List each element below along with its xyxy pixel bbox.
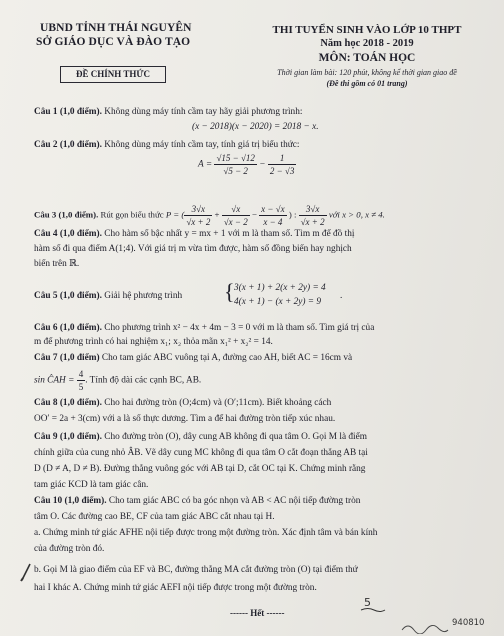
q7-line-2-rest: . Tính độ dài các cạnh BC, AB.: [85, 375, 202, 386]
q1-label: Câu 1 (1,0 điểm).: [34, 107, 102, 117]
q10-line-2: tâm O. Các đường cao BE, CF của tam giác ABC cắt nhau tại H.: [34, 512, 275, 522]
question-5: [34, 290, 182, 302]
q9-line-2: chính giữa của cung nhỏ ÂB. Vẽ dây cung MC không đi qua tâm O cắt đoạn thẳng AB tại: [34, 448, 368, 458]
q3-frac-c: [259, 203, 287, 228]
q5-equation-1: 3(x + 1) + 2(x + 2y) = 4: [234, 283, 326, 293]
q5-equation-2: 4(x + 1) − (x + 2y) = 9: [234, 297, 322, 307]
province-name: UBND TỈNH THÁI NGUYÊN: [40, 22, 192, 34]
q9-line-1: Cho đường tròn (O), dây cung AB không đi qua tâm O. Gọi M là điểm: [104, 432, 368, 442]
q3-b-num: √x: [222, 203, 250, 216]
q3-a-den: √x + 2: [186, 217, 211, 227]
q3-text: Rút gọn biểu thức: [100, 209, 164, 220]
question-8: [34, 397, 331, 409]
q9-label: Câu 9 (1,0 điểm).: [34, 432, 102, 442]
pencil-mark-icon: [20, 562, 32, 582]
question-7: [34, 352, 352, 364]
q3-frac-a: [184, 203, 212, 228]
q4-line-1: Cho hàm số bậc nhất y = mx + 1 với m là tham số. Tìm m để đồ thị: [104, 229, 355, 239]
q7-f-den: 5: [78, 382, 84, 392]
q1-text: Không dùng máy tính cầm tay hãy giải phương trình:: [104, 107, 303, 117]
q5-label: Câu 5 (1,0 điểm).: [34, 291, 102, 301]
q2-fraction-1: [214, 152, 256, 177]
q3-b-den: √x − 2: [223, 217, 248, 227]
q3-label: Câu 3 (1,0 điểm).: [34, 209, 99, 220]
q4-line-2: hàm số đi qua điểm A(1;4). Với giá trị m vừa tìm được, hàm số đồng biến hay nghịch: [34, 244, 352, 254]
subject-title: MÔN: TOÁN HỌC: [318, 52, 416, 64]
q3-condition: với x > 0, x ≠ 4.: [328, 209, 385, 220]
serial-number: 940810: [452, 618, 485, 628]
question-6: [34, 322, 374, 334]
q8-line-1: Cho hai đường tròn (O;4cm) và (O′;11cm). Biết khoảng cách: [104, 398, 332, 408]
question-1: [34, 106, 302, 118]
q7-f-num: 4: [78, 369, 84, 379]
q7-line-1: Cho tam giác ABC vuông tại A, đường cao AH, biết AC = 16cm và: [101, 353, 353, 363]
q10-line-6: hai I khác A. Chứng minh tứ giác AEFI nội tiếp được trong một đường tròn.: [34, 583, 317, 593]
time-note: Thời gian làm bài: 120 phút, không kể thời gian giao đề: [277, 68, 457, 77]
q6-line-2: m để phương trình có hai nghiệm x₁; x₂ thỏa mãn x₁² + x₂² = 14.: [34, 337, 273, 347]
q2-minus: −: [259, 159, 266, 170]
q10-line-1: Cho tam giác ABC có ba góc nhọn và AB < AC nội tiếp đường tròn: [108, 496, 361, 506]
q10-label: Câu 10 (1,0 điểm).: [34, 496, 107, 506]
q3-d-num: 3√x: [299, 203, 327, 216]
q5-brace: {: [224, 279, 235, 304]
q4-line-3: biến trên ℝ.: [34, 259, 80, 269]
department-name: SỞ GIÁO DỤC VÀ ĐÀO TẠO: [36, 36, 191, 48]
question-2: [34, 139, 300, 151]
q3-frac-b: [222, 203, 250, 228]
q6-label: Câu 6 (1,0 điểm).: [34, 323, 102, 333]
question-4: [34, 228, 354, 240]
q2-expression: [198, 152, 296, 177]
q7-label: Câu 7 (1,0 điểm): [34, 353, 100, 363]
q3-c-den: x − 4: [263, 217, 283, 227]
q3-d-den: √x + 2: [300, 217, 325, 227]
q5-period: .: [340, 291, 343, 301]
q2-f1-den: √5 − 2: [223, 166, 248, 176]
q2-label: Câu 2 (1,0 điểm).: [34, 140, 102, 150]
question-3: [34, 203, 385, 228]
q7-sin: sin ĈAH =: [34, 375, 75, 386]
handwritten-underline-icon: [360, 606, 386, 614]
q3-divide: ) :: [288, 209, 297, 220]
q2-A: A =: [198, 159, 213, 170]
pages-note: (Đề thi gồm có 01 trang): [326, 79, 408, 88]
q8-label: Câu 8 (1,0 điểm).: [34, 398, 102, 408]
question-10: [34, 495, 360, 507]
q5-text: Giải hệ phương trình: [104, 291, 183, 301]
exam-title: THI TUYỂN SINH VÀO LỚP 10 THPT: [272, 24, 462, 36]
q2-f1-num: √15 − √12: [216, 153, 255, 163]
q3-a-num: 3√x: [184, 203, 212, 216]
q7-fraction: [77, 368, 86, 393]
q8-line-2: OO′ = 2a + 3(cm) với a là số thực dương. Tìm a để hai đường tròn tiếp xúc nhau.: [34, 414, 336, 424]
official-exam-badge: ĐỀ CHÍNH THỨC: [60, 66, 166, 83]
q2-f2-den: 2 − √3: [269, 166, 295, 176]
question-9: [34, 431, 367, 443]
school-year: Năm học 2018 - 2019: [320, 38, 414, 49]
q2-f2-num: 1: [268, 152, 297, 165]
q6-line-1: Cho phương trình x² − 4x + 4m − 3 = 0 với m là tham số. Tìm giá trị của: [104, 323, 375, 333]
q3-P: P = (: [165, 209, 185, 220]
handwritten-mark: 5: [364, 596, 371, 609]
q9-line-4: tam giác KCD là tam giác cân.: [34, 480, 149, 490]
q3-minus: −: [251, 209, 257, 220]
q9-line-3: D (D ≠ A, D ≠ B). Đường thẳng vuông góc với AB tại D, cắt OC tại K. Chứng minh rằng: [34, 464, 366, 474]
q7-line-2: [34, 368, 201, 393]
q3-frac-d: [299, 203, 327, 228]
end-marker: ------ Hết ------: [230, 608, 285, 618]
q3-c-num: x − √x: [261, 204, 285, 214]
q10-line-4: của đường tròn đó.: [34, 544, 105, 554]
scribble-mark-icon: [400, 620, 450, 634]
q3-plus: +: [214, 209, 220, 220]
q1-equation: (x − 2018)(x − 2020) = 2018 − x.: [192, 122, 319, 132]
q4-label: Câu 4 (1,0 điểm).: [34, 229, 102, 239]
q2-text: Không dùng máy tính cầm tay, tính giá trị biểu thức:: [104, 140, 300, 150]
q2-fraction-2: [268, 152, 297, 177]
q10-line-3: a. Chứng minh tứ giác AFHE nội tiếp được trong một đường tròn. Xác định tâm và bán kính: [34, 528, 378, 538]
q10-line-5: b. Gọi M là giao điểm của EF và BC, đường thẳng MA cắt đường tròn (O) tại điểm thứ: [34, 565, 358, 575]
